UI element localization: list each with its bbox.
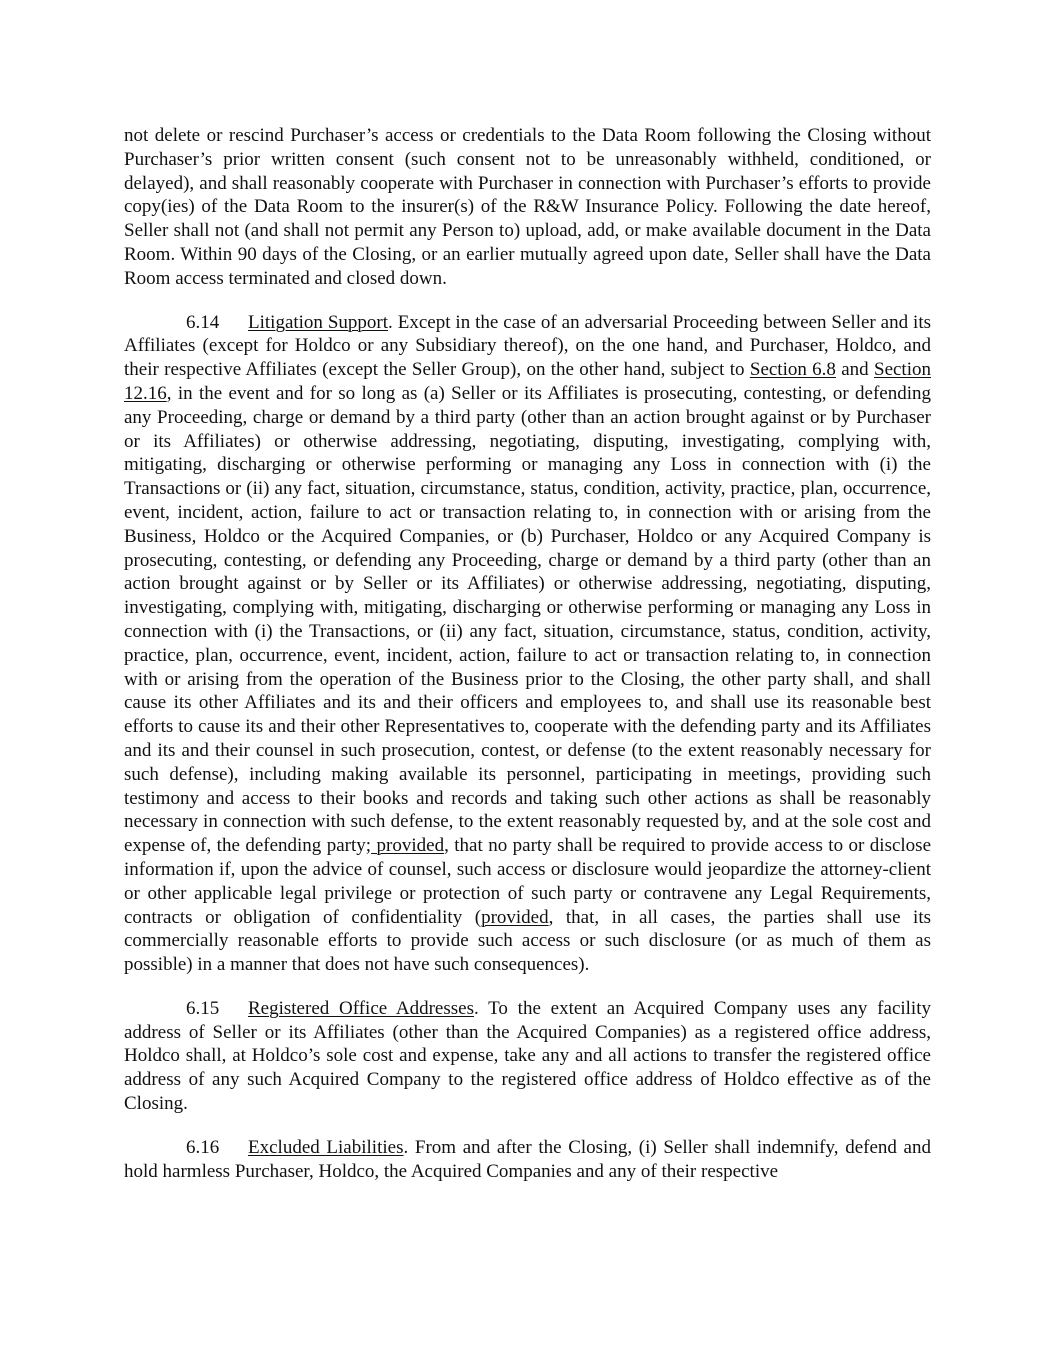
section-heading: Excluded Liabilities [248, 1136, 404, 1158]
cross-reference-link: Section 12.16 [124, 359, 931, 404]
section-heading: Litigation Support [248, 311, 389, 333]
section-6-14-paragraph [124, 311, 931, 977]
body-text: . To the extent an Acquired Company uses any facility address of Seller or its Affiliates (other than the Acquired Companies) as a registered office address, Holdco shall, at Holdco’s sole cost and expense, take any and all actions to transfer the registered office address of any such Acquired Company to the registered office address of Holdco effective as of the Closing. [124, 997, 931, 1115]
section-number: 6.15 [186, 997, 220, 1019]
section-6-15-paragraph [124, 997, 931, 1116]
body-text: . Except in the case of an adversarial Proceeding between Seller and its Affiliates (except for Holdco or any Subsidiary thereof), on the one hand, and Purchaser, Holdco, and their respective Affiliates (except the Seller Group), on the other hand, subject to [124, 311, 931, 381]
proviso-term: provided [481, 906, 549, 928]
body-text: and [835, 359, 874, 381]
section-number: 6.14 [186, 311, 220, 333]
body-text: , in the event and for so long as (a) Seller or its Affiliates is prosecuting, contesting, or defending any Proceeding, charge or demand by a third party (other than an action brought against or by Purchaser or its Affiliates) or otherwise addressing, negotiating, disputing, investigating, complying with, mitigating, discharging or otherwise performing or managing any Loss in connection with (i) the Transactions or (ii) any fact, situation, circumstance, status, condition, activity, practice, plan, occurrence, event, incident, action, failure to act or transaction relating to, in connection with or arising from the Business, Holdco or the Acquired Companies, or (b) Purchaser, Holdco or any Acquired Company is prosecuting, contesting, or defending any Proceeding, charge or demand by a third party (other than an action brought against or by Seller or its Affiliates) or otherwise addressing, negotiating, disputing, investigating, complying with, mitigating, discharging or otherwise performing or managing any Loss in connection with (i) the Transactions, or (ii) any fact, situation, circumstance, status, condition, activity, practice, plan, occurrence, event, incident, action, failure to act or transaction relating to, in connection with or arising from the operation of the Business prior to the Closing, the other party shall, and shall cause its other Affiliates and its and their officers and employees to, and shall use its reasonable best efforts to cause its and their other Representatives to, cooperate with the defending party and its Affiliates and its and their counsel in such prosecution, contest, or defense (to the extent reasonably necessary for such defense), including making available its personnel, participating in meetings, providing such testimony and access to their books and records and taking such other actions as shall be reasonably necessary in connection with such defense, to the extent reasonably requested by, and at the sole cost and expense of, the defending party; [124, 382, 931, 857]
section-6-16-paragraph [124, 1136, 931, 1184]
cross-reference-link: Section 6.8 [749, 359, 836, 381]
body-text: , that no party shall be required to provide access to or disclose information if, upon the advice of counsel, such access or disclosure would jeopardize the attorney-client or other applicable legal privilege or protection of such party or contravene any Legal Requirements, contracts or obligation of confidentiality ( [124, 835, 932, 928]
document-page [124, 124, 931, 1203]
body-text: , that, in all cases, the parties shall use its commercially reasonable efforts to provide such access or such disclosure (or as much of them as possible) in a manner that does not have such consequences). [124, 906, 931, 976]
section-heading: Registered Office Addresses [248, 997, 474, 1019]
section-number: 6.16 [186, 1136, 220, 1158]
body-text: . From and after the Closing, (i) Seller shall indemnify, defend and hold harmless Purchaser, Holdco, the Acquired Companies and any of their respective [124, 1136, 931, 1182]
continuation-paragraph [124, 124, 931, 291]
continuation-text: not delete or rescind Purchaser’s access or credentials to the Data Room following the Closing without Purchaser’s prior written consent (such consent not to be unreasonably withheld, conditioned, or delayed), and shall reasonably cooperate with Purchaser in connection with Purchaser’s efforts to provide copy(ies) of the Data Room to the insurer(s) of the R&W Insurance Policy. Following the date hereof, Seller shall not (and shall not permit any Person to) upload, add, or make available document in the Data Room. Within 90 days of the Closing, or an earlier mutually agreed upon date, Seller shall have the Data Room access terminated and closed down. [124, 125, 931, 289]
proviso-term: provided [371, 835, 445, 857]
